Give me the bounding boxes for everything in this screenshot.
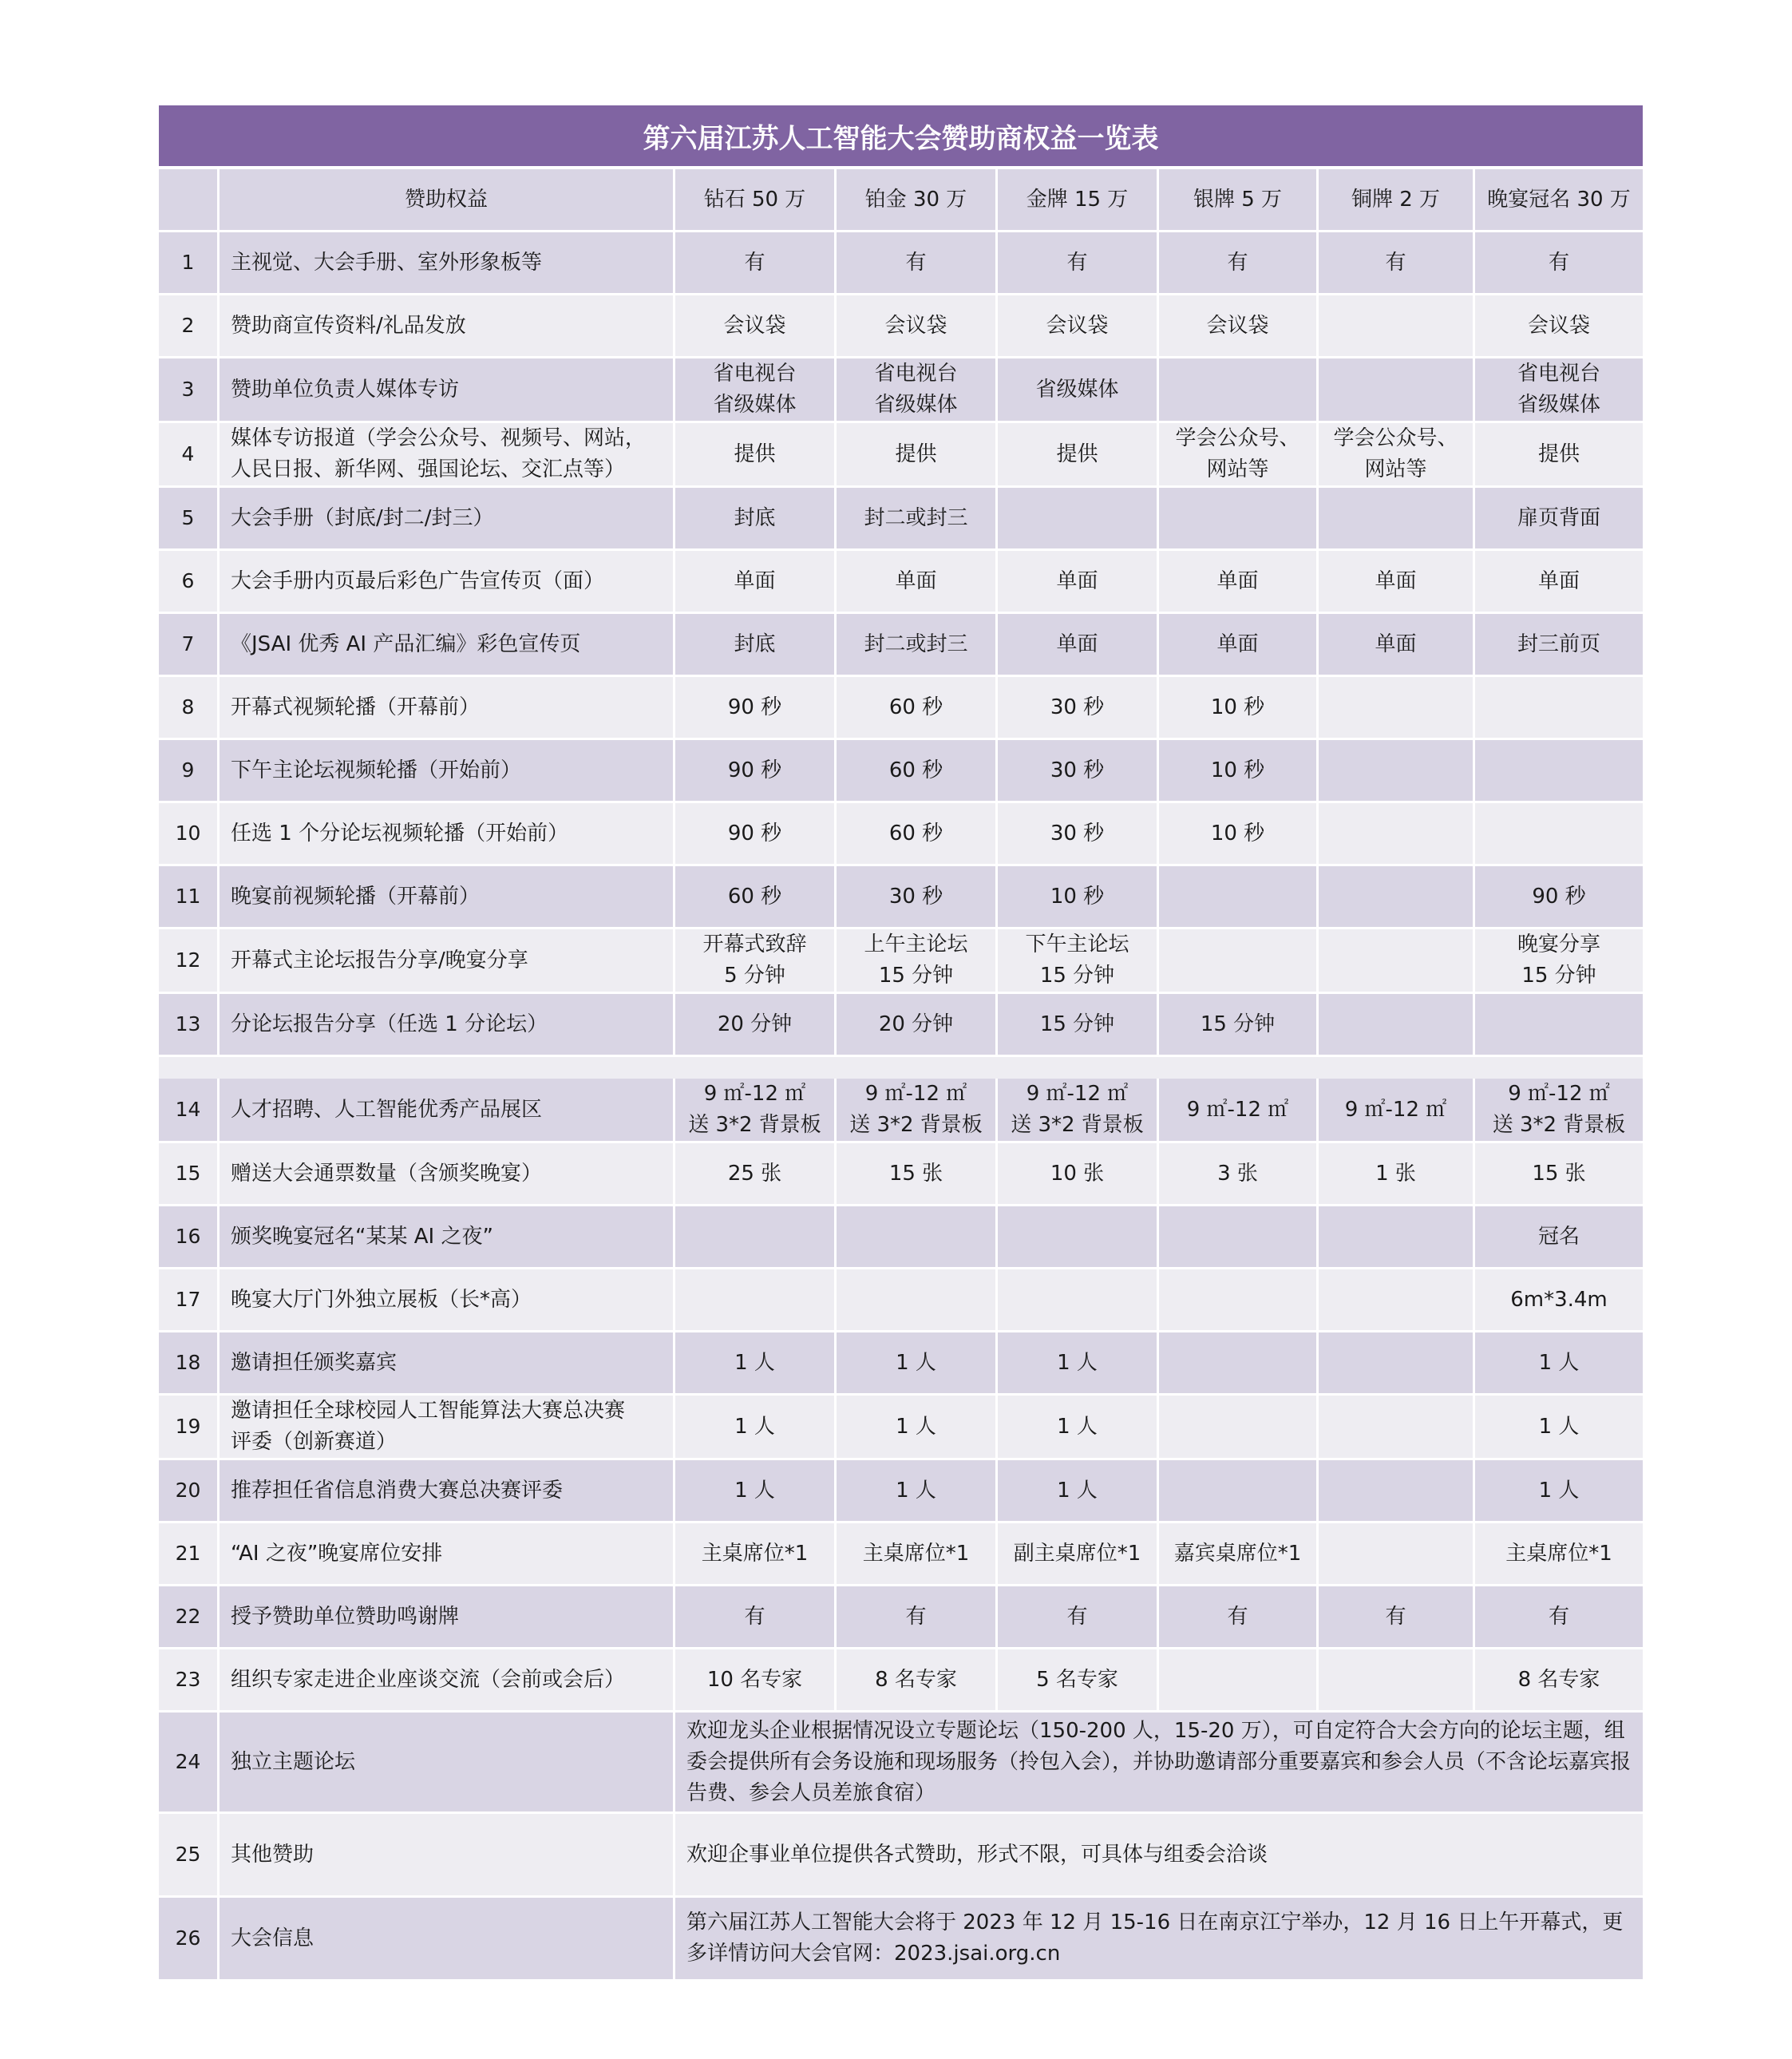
tier-value bbox=[1319, 358, 1475, 423]
tier-value: 单面 bbox=[998, 614, 1159, 677]
tier-value bbox=[998, 1269, 1159, 1332]
table-row bbox=[159, 803, 1643, 866]
tier-value: 扉页背面 bbox=[1475, 488, 1643, 551]
tier-value bbox=[1319, 866, 1475, 929]
table-row bbox=[159, 1332, 1643, 1396]
header-tier-silver: 银牌 5 万 bbox=[1159, 169, 1319, 232]
benefit-item: 分论坛报告分享（任选 1 分论坛） bbox=[220, 994, 675, 1057]
row-number: 4 bbox=[159, 423, 220, 488]
benefit-item: 赞助单位负责人媒体专访 bbox=[220, 358, 675, 423]
tier-value: 9 ㎡-12 ㎡ bbox=[1159, 1079, 1319, 1143]
benefit-description: 第六届江苏人工智能大会将于 2023 年 12 月 15-16 日在南京江宁举办，12 月 16 日上午开幕式，更多详情访问大会官网：2023.jsai.org.cn bbox=[675, 1898, 1643, 1982]
table-row bbox=[159, 1523, 1643, 1586]
benefit-description: 欢迎企事业单位提供各式赞助，形式不限，可具体与组委会洽谈 bbox=[675, 1814, 1643, 1898]
tier-value: 1 人 bbox=[675, 1332, 837, 1396]
tier-value: 封三前页 bbox=[1475, 614, 1643, 677]
benefit-item: 大会手册内页最后彩色广告宣传页（面） bbox=[220, 551, 675, 614]
tier-value: 9 ㎡-12 ㎡ 送 3*2 背景板 bbox=[1475, 1079, 1643, 1143]
tier-value: 90 秒 bbox=[675, 803, 837, 866]
table-row bbox=[159, 677, 1643, 740]
tier-value bbox=[1319, 740, 1475, 803]
tier-value bbox=[675, 1206, 837, 1269]
tier-value: 10 秒 bbox=[1159, 803, 1319, 866]
table-row bbox=[159, 1396, 1643, 1460]
tier-value: 15 分钟 bbox=[1159, 994, 1319, 1057]
tier-value: 15 张 bbox=[837, 1143, 998, 1206]
tier-value: 会议袋 bbox=[675, 295, 837, 358]
tier-value: 9 ㎡-12 ㎡ 送 3*2 背景板 bbox=[998, 1079, 1159, 1143]
row-number: 3 bbox=[159, 358, 220, 423]
tier-value: 单面 bbox=[1159, 614, 1319, 677]
tier-value bbox=[1319, 1523, 1475, 1586]
tier-value: 主桌席位*1 bbox=[675, 1523, 837, 1586]
tier-value bbox=[1319, 803, 1475, 866]
tier-value bbox=[1319, 677, 1475, 740]
tier-value: 60 秒 bbox=[837, 677, 998, 740]
benefit-item: 开幕式主论坛报告分享/晚宴分享 bbox=[220, 929, 675, 994]
tier-value: 省电视台 省级媒体 bbox=[675, 358, 837, 423]
tier-value bbox=[837, 1269, 998, 1332]
tier-value: 提供 bbox=[837, 423, 998, 488]
row-number: 24 bbox=[159, 1713, 220, 1814]
table-row bbox=[159, 1814, 1643, 1898]
row-number: 6 bbox=[159, 551, 220, 614]
table-row bbox=[159, 866, 1643, 929]
tier-value: 有 bbox=[1319, 232, 1475, 295]
tier-value: 主桌席位*1 bbox=[1475, 1523, 1643, 1586]
tier-value bbox=[1319, 488, 1475, 551]
row-number: 14 bbox=[159, 1079, 220, 1143]
tier-value: 提供 bbox=[998, 423, 1159, 488]
tier-value: 封底 bbox=[675, 488, 837, 551]
benefit-item: 开幕式视频轮播（开幕前） bbox=[220, 677, 675, 740]
row-number: 19 bbox=[159, 1396, 220, 1460]
tier-value: 20 分钟 bbox=[837, 994, 998, 1057]
table-row bbox=[159, 551, 1643, 614]
tier-value: 8 名专家 bbox=[837, 1649, 998, 1713]
row-number: 8 bbox=[159, 677, 220, 740]
row-number: 5 bbox=[159, 488, 220, 551]
table-row bbox=[159, 1269, 1643, 1332]
benefit-item: 晚宴大厅门外独立展板（长*高） bbox=[220, 1269, 675, 1332]
tier-value: 封二或封三 bbox=[837, 488, 998, 551]
benefit-item: 大会手册（封底/封二/封三） bbox=[220, 488, 675, 551]
tier-value: 副主桌席位*1 bbox=[998, 1523, 1159, 1586]
tier-value bbox=[1319, 1460, 1475, 1523]
tier-value: 省级媒体 bbox=[998, 358, 1159, 423]
tier-value bbox=[837, 1206, 998, 1269]
table-row bbox=[159, 295, 1643, 358]
tier-value: 会议袋 bbox=[837, 295, 998, 358]
row-number: 26 bbox=[159, 1898, 220, 1982]
tier-value: 主桌席位*1 bbox=[837, 1523, 998, 1586]
header-tier-diamond: 钻石 50 万 bbox=[675, 169, 837, 232]
tier-value: 单面 bbox=[1475, 551, 1643, 614]
tier-value: 封二或封三 bbox=[837, 614, 998, 677]
benefit-item: 媒体专访报道（学会公众号、视频号、网站， 人民日报、新华网、强国论坛、交汇点等） bbox=[220, 423, 675, 488]
tier-value bbox=[1319, 295, 1475, 358]
tier-value: 有 bbox=[998, 232, 1159, 295]
benefit-item: 晚宴前视频轮播（开幕前） bbox=[220, 866, 675, 929]
tier-value: 10 秒 bbox=[998, 866, 1159, 929]
tier-value: 30 秒 bbox=[998, 740, 1159, 803]
tier-value bbox=[1159, 929, 1319, 994]
tier-value: 封底 bbox=[675, 614, 837, 677]
benefit-item: 主视觉、大会手册、室外形象板等 bbox=[220, 232, 675, 295]
table-row bbox=[159, 1649, 1643, 1713]
sponsor-benefits-sheet bbox=[159, 105, 1643, 1982]
tier-value bbox=[675, 1269, 837, 1332]
tier-value bbox=[1159, 1460, 1319, 1523]
table-row bbox=[159, 614, 1643, 677]
tier-value: 有 bbox=[1475, 1586, 1643, 1649]
tier-value: 有 bbox=[837, 1586, 998, 1649]
tier-value: 3 张 bbox=[1159, 1143, 1319, 1206]
tier-value: 8 名专家 bbox=[1475, 1649, 1643, 1713]
tier-value: 会议袋 bbox=[998, 295, 1159, 358]
tier-value bbox=[1319, 1649, 1475, 1713]
tier-value: 1 人 bbox=[1475, 1460, 1643, 1523]
header-tier-bronze: 铜牌 2 万 bbox=[1319, 169, 1475, 232]
tier-value: 5 名专家 bbox=[998, 1649, 1159, 1713]
row-number: 7 bbox=[159, 614, 220, 677]
tier-value: 有 bbox=[837, 232, 998, 295]
benefits-table-top bbox=[159, 169, 1643, 1057]
row-number: 17 bbox=[159, 1269, 220, 1332]
row-number: 20 bbox=[159, 1460, 220, 1523]
row-number: 11 bbox=[159, 866, 220, 929]
benefit-item: 颁奖晚宴冠名“某某 AI 之夜” bbox=[220, 1206, 675, 1269]
tier-value: 1 人 bbox=[1475, 1332, 1643, 1396]
tier-value: 1 人 bbox=[675, 1460, 837, 1523]
tier-value: 单面 bbox=[1319, 614, 1475, 677]
tier-value: 上午主论坛 15 分钟 bbox=[837, 929, 998, 994]
tier-value: 15 分钟 bbox=[998, 994, 1159, 1057]
tier-value: 省电视台 省级媒体 bbox=[837, 358, 998, 423]
table-title: 第六届江苏人工智能大会赞助商权益一览表 bbox=[159, 105, 1643, 166]
benefit-item: 组织专家走进企业座谈交流（会前或会后） bbox=[220, 1649, 675, 1713]
tier-value bbox=[1319, 1396, 1475, 1460]
row-number: 23 bbox=[159, 1649, 220, 1713]
table-row bbox=[159, 1898, 1643, 1982]
tier-value: 学会公众号、 网站等 bbox=[1319, 423, 1475, 488]
tier-value: 30 秒 bbox=[998, 677, 1159, 740]
tier-value: 单面 bbox=[675, 551, 837, 614]
tier-value: 下午主论坛 15 分钟 bbox=[998, 929, 1159, 994]
table-row bbox=[159, 1460, 1643, 1523]
tier-value: 冠名 bbox=[1475, 1206, 1643, 1269]
table-row bbox=[159, 488, 1643, 551]
tier-value: 10 秒 bbox=[1159, 740, 1319, 803]
tier-value: 25 张 bbox=[675, 1143, 837, 1206]
header-row bbox=[159, 169, 1643, 232]
tier-value: 9 ㎡-12 ㎡ 送 3*2 背景板 bbox=[837, 1079, 998, 1143]
tier-value bbox=[1159, 1269, 1319, 1332]
table-row bbox=[159, 1143, 1643, 1206]
tier-value: 有 bbox=[1475, 232, 1643, 295]
table-row bbox=[159, 929, 1643, 994]
tier-value: 10 张 bbox=[998, 1143, 1159, 1206]
benefit-item: 赠送大会通票数量（含颁奖晚宴） bbox=[220, 1143, 675, 1206]
table-row bbox=[159, 358, 1643, 423]
tier-value: 单面 bbox=[1319, 551, 1475, 614]
table-row bbox=[159, 232, 1643, 295]
header-tier-gold: 金牌 15 万 bbox=[998, 169, 1159, 232]
tier-value: 会议袋 bbox=[1475, 295, 1643, 358]
tier-value: 有 bbox=[1159, 1586, 1319, 1649]
benefit-item: 推荐担任省信息消费大赛总决赛评委 bbox=[220, 1460, 675, 1523]
benefit-item: 授予赞助单位赞助鸣谢牌 bbox=[220, 1586, 675, 1649]
tier-value bbox=[1159, 1396, 1319, 1460]
tier-value: 省电视台 省级媒体 bbox=[1475, 358, 1643, 423]
tier-value bbox=[1319, 1206, 1475, 1269]
tier-value: 单面 bbox=[1159, 551, 1319, 614]
tier-value: 1 人 bbox=[837, 1460, 998, 1523]
tier-value: 60 秒 bbox=[675, 866, 837, 929]
benefits-table-bottom bbox=[159, 1079, 1643, 1982]
table-row bbox=[159, 423, 1643, 488]
tier-value bbox=[1319, 1332, 1475, 1396]
table-row bbox=[159, 1713, 1643, 1814]
tier-value: 90 秒 bbox=[675, 740, 837, 803]
benefit-item: 邀请担任颁奖嘉宾 bbox=[220, 1332, 675, 1396]
tier-value: 90 秒 bbox=[675, 677, 837, 740]
tier-value bbox=[1159, 488, 1319, 551]
tier-value: 1 人 bbox=[998, 1396, 1159, 1460]
tier-value bbox=[1475, 740, 1643, 803]
tier-value: 会议袋 bbox=[1159, 295, 1319, 358]
tier-value: 9 ㎡-12 ㎡ bbox=[1319, 1079, 1475, 1143]
tier-value: 1 人 bbox=[837, 1332, 998, 1396]
tier-value: 1 张 bbox=[1319, 1143, 1475, 1206]
row-number: 10 bbox=[159, 803, 220, 866]
table-row bbox=[159, 1206, 1643, 1269]
tier-value bbox=[1159, 1206, 1319, 1269]
tier-value bbox=[998, 488, 1159, 551]
tier-value: 15 张 bbox=[1475, 1143, 1643, 1206]
row-number: 1 bbox=[159, 232, 220, 295]
section-gap bbox=[159, 1057, 1643, 1079]
tier-value: 20 分钟 bbox=[675, 994, 837, 1057]
tier-value: 10 秒 bbox=[1159, 677, 1319, 740]
tier-value bbox=[1319, 929, 1475, 994]
tier-value: 嘉宾桌席位*1 bbox=[1159, 1523, 1319, 1586]
benefit-item: 独立主题论坛 bbox=[220, 1713, 675, 1814]
row-number: 16 bbox=[159, 1206, 220, 1269]
table-row bbox=[159, 740, 1643, 803]
tier-value: 1 人 bbox=[675, 1396, 837, 1460]
header-tier-platinum: 铂金 30 万 bbox=[837, 169, 998, 232]
row-number: 12 bbox=[159, 929, 220, 994]
benefit-item: 人才招聘、人工智能优秀产品展区 bbox=[220, 1079, 675, 1143]
table-row bbox=[159, 1586, 1643, 1649]
header-tier-banquet: 晚宴冠名 30 万 bbox=[1475, 169, 1643, 232]
benefit-item: “AI 之夜”晚宴席位安排 bbox=[220, 1523, 675, 1586]
benefit-item: 任选 1 个分论坛视频轮播（开始前） bbox=[220, 803, 675, 866]
table-row bbox=[159, 994, 1643, 1057]
tier-value bbox=[1475, 677, 1643, 740]
benefit-item: 大会信息 bbox=[220, 1898, 675, 1982]
tier-value: 10 名专家 bbox=[675, 1649, 837, 1713]
row-number: 15 bbox=[159, 1143, 220, 1206]
tier-value: 60 秒 bbox=[837, 740, 998, 803]
benefit-description: 欢迎龙头企业根据情况设立专题论坛（150-200 人，15-20 万），可自定符合大会方向的论坛主题，组委会提供所有会务设施和现场服务（拎包入会），并协助邀请部分重要嘉宾和参会人员（不含论坛嘉宾报告费、参会人员差旅食宿） bbox=[675, 1713, 1643, 1814]
tier-value bbox=[1159, 1332, 1319, 1396]
row-number: 21 bbox=[159, 1523, 220, 1586]
row-number: 9 bbox=[159, 740, 220, 803]
tier-value: 6m*3.4m bbox=[1475, 1269, 1643, 1332]
tier-value: 90 秒 bbox=[1475, 866, 1643, 929]
tier-value bbox=[1475, 803, 1643, 866]
tier-value: 单面 bbox=[998, 551, 1159, 614]
tier-value bbox=[1319, 994, 1475, 1057]
tier-value: 有 bbox=[675, 232, 837, 295]
tier-value: 学会公众号、 网站等 bbox=[1159, 423, 1319, 488]
tier-value bbox=[1159, 1649, 1319, 1713]
tier-value: 晚宴分享 15 分钟 bbox=[1475, 929, 1643, 994]
benefit-item: 邀请担任全球校园人工智能算法大赛总决赛 评委（创新赛道） bbox=[220, 1396, 675, 1460]
tier-value: 1 人 bbox=[837, 1396, 998, 1460]
tier-value bbox=[1159, 866, 1319, 929]
row-number: 18 bbox=[159, 1332, 220, 1396]
benefit-item: 《JSAI 优秀 AI 产品汇编》彩色宣传页 bbox=[220, 614, 675, 677]
tier-value: 有 bbox=[1319, 1586, 1475, 1649]
tier-value bbox=[998, 1206, 1159, 1269]
tier-value: 1 人 bbox=[1475, 1396, 1643, 1460]
tier-value: 单面 bbox=[837, 551, 998, 614]
tier-value: 9 ㎡-12 ㎡ 送 3*2 背景板 bbox=[675, 1079, 837, 1143]
tier-value: 有 bbox=[998, 1586, 1159, 1649]
header-number bbox=[159, 169, 220, 232]
tier-value: 开幕式致辞 5 分钟 bbox=[675, 929, 837, 994]
tier-value: 有 bbox=[1159, 232, 1319, 295]
tier-value: 1 人 bbox=[998, 1460, 1159, 1523]
row-number: 13 bbox=[159, 994, 220, 1057]
benefit-item: 其他赞助 bbox=[220, 1814, 675, 1898]
tier-value: 1 人 bbox=[998, 1332, 1159, 1396]
tier-value bbox=[1319, 1269, 1475, 1332]
benefit-item: 赞助商宣传资料/礼品发放 bbox=[220, 295, 675, 358]
header-benefit: 赞助权益 bbox=[220, 169, 675, 232]
tier-value bbox=[1159, 358, 1319, 423]
tier-value: 有 bbox=[675, 1586, 837, 1649]
row-number: 25 bbox=[159, 1814, 220, 1898]
benefit-item: 下午主论坛视频轮播（开始前） bbox=[220, 740, 675, 803]
table-row bbox=[159, 1079, 1643, 1143]
tier-value: 30 秒 bbox=[998, 803, 1159, 866]
row-number: 22 bbox=[159, 1586, 220, 1649]
row-number: 2 bbox=[159, 295, 220, 358]
tier-value: 60 秒 bbox=[837, 803, 998, 866]
tier-value bbox=[1475, 994, 1643, 1057]
tier-value: 提供 bbox=[1475, 423, 1643, 488]
tier-value: 30 秒 bbox=[837, 866, 998, 929]
tier-value: 提供 bbox=[675, 423, 837, 488]
